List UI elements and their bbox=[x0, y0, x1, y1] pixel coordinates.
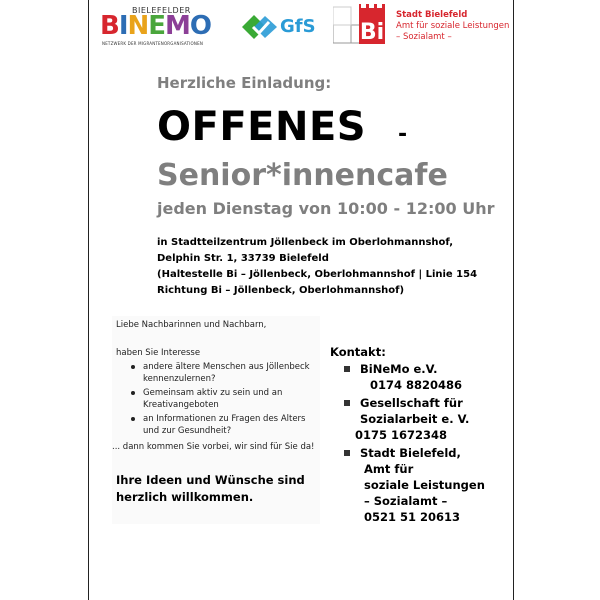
greeting-text: Liebe Nachbarinnen und Nachbarn, bbox=[116, 320, 267, 330]
interest-text: haben Sie Interesse bbox=[116, 348, 201, 358]
phone-number: 0175 1672348 bbox=[355, 428, 448, 442]
binemo-logo-small: BIELEFELDER bbox=[132, 6, 191, 15]
gfs-logo-text: GfS bbox=[280, 16, 316, 37]
title-dash: - bbox=[398, 122, 408, 147]
stadt-office-sub: – Sozialamt – bbox=[396, 32, 452, 42]
ideas-text: Ihre Ideen und Wünsche sind herzlich willkommen. bbox=[116, 473, 305, 504]
contact-list bbox=[342, 361, 485, 527]
gfs-mark-icon bbox=[242, 14, 278, 40]
contact-entry-stadt: Stadt Bielefeld, Amt für soziale Leistungen – Sozialamt – 0521 51 20613 bbox=[342, 445, 485, 525]
address-line: in Stadtteilzentrum Jöllenbeck im Oberlohmannshof, bbox=[157, 237, 453, 248]
list-item: Gemeinsam aktiv zu sein und an Kreativangeboten bbox=[116, 387, 316, 411]
stadt-bielefeld-logo bbox=[333, 4, 389, 46]
address-line: Delphin Str. 1, 33739 Bielefeld bbox=[157, 253, 329, 264]
address-line: (Haltestelle Bi – Jöllenbeck, Oberlohmannshof | Linie 154 bbox=[157, 269, 478, 280]
binemo-logo-wordmark: BINEMO bbox=[100, 11, 212, 41]
binemo-logo-tagline: NETZWERK DER MIGRANTENORGANISATIONEN bbox=[102, 41, 204, 46]
interest-list bbox=[116, 361, 316, 439]
stadt-office: Amt für soziale Leistungen bbox=[396, 21, 510, 31]
stadt-name: Stadt Bielefeld bbox=[396, 10, 468, 20]
address-line: Richtung Bi – Jöllenbeck, Oberlohmannshof) bbox=[157, 285, 405, 296]
gfs-logo bbox=[242, 14, 324, 42]
bullet-icon bbox=[131, 365, 135, 369]
stadt-mark-letters: Bi bbox=[359, 20, 385, 45]
title-main: OFFENES bbox=[157, 104, 367, 150]
square-bullet-icon bbox=[344, 366, 350, 372]
bullet-icon bbox=[131, 391, 135, 395]
contact-heading: Kontakt: bbox=[330, 345, 386, 359]
bullet-icon bbox=[131, 417, 135, 421]
binemo-logo bbox=[100, 6, 212, 46]
stadt-bielefeld-mark-icon bbox=[333, 4, 389, 46]
square-bullet-icon bbox=[344, 400, 350, 406]
address-block bbox=[157, 235, 477, 299]
list-item: an Informationen zu Fragen des Alters und zur Gesundheit? bbox=[116, 413, 316, 437]
phone-number: 0174 8820486 bbox=[370, 378, 463, 392]
invitation-heading: Herzliche Einladung: bbox=[157, 74, 332, 92]
schedule-text: jeden Dienstag von 10:00 - 12:00 Uhr bbox=[157, 199, 495, 218]
contact-entry-binemo: BiNeMo e.V. 0174 8820486 bbox=[342, 361, 485, 393]
come-by-text: ... dann kommen Sie vorbei, wir sind für Sie da! bbox=[112, 442, 315, 452]
list-item: andere ältere Menschen aus Jöllenbeck kennenzulernen? bbox=[116, 361, 316, 385]
phone-number: 0521 51 20613 bbox=[364, 510, 461, 524]
contact-entry-gfs: Gesellschaft für Sozialarbeit e. V. 0175 1672348 bbox=[342, 395, 485, 443]
square-bullet-icon bbox=[344, 450, 350, 456]
title-sub: Senior*innencafe bbox=[157, 158, 448, 193]
stadt-bielefeld-text bbox=[396, 10, 509, 43]
